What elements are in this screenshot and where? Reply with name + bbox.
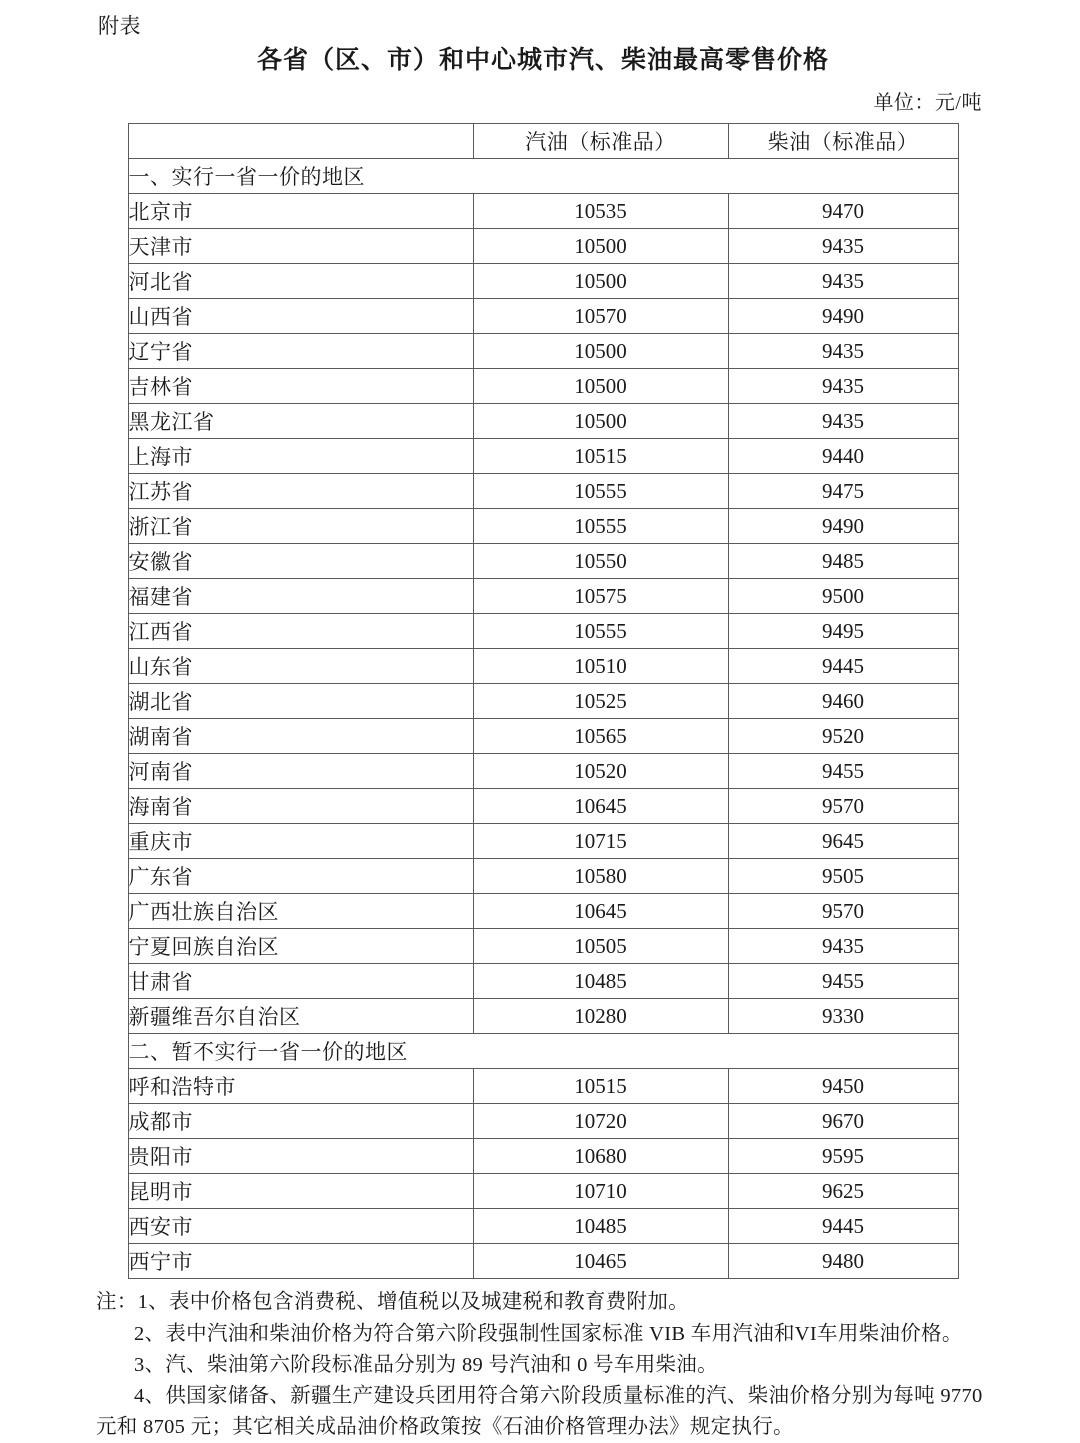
- table-row: [128, 229, 958, 264]
- notes-block: [96, 1287, 990, 1443]
- table-row: [128, 789, 958, 824]
- diesel-price-cell: 9445: [728, 1209, 958, 1244]
- gasoline-price-cell: 10575: [473, 579, 728, 614]
- diesel-price-cell: 9435: [728, 404, 958, 439]
- page-title: 各省（区、市）和中心城市汽、柴油最高零售价格: [256, 47, 829, 75]
- price-table: [128, 123, 959, 1279]
- table-row: [128, 299, 958, 334]
- region-name-cell: 新疆维吾尔自治区: [128, 999, 473, 1034]
- note-3: 3、汽、柴油第六阶段标准品分别为 89 号汽油和 0 号车用柴油。: [134, 1353, 718, 1376]
- region-name-cell: 重庆市: [128, 824, 473, 859]
- diesel-price-cell: 9670: [728, 1104, 958, 1139]
- table-section-heading: 二、暂不实行一省一价的地区: [128, 1034, 958, 1069]
- diesel-price-cell: 9450: [728, 1069, 958, 1104]
- table-row: [128, 719, 958, 754]
- diesel-price-cell: 9495: [728, 614, 958, 649]
- diesel-price-cell: 9485: [728, 544, 958, 579]
- gasoline-price-cell: 10280: [473, 999, 728, 1034]
- table-row: [128, 579, 958, 614]
- diesel-price-cell: 9500: [728, 579, 958, 614]
- table-row: [128, 1244, 958, 1279]
- region-name-cell: 天津市: [128, 229, 473, 264]
- table-row: [128, 999, 958, 1034]
- attachment-label: 附表: [98, 14, 141, 38]
- table-row: [128, 404, 958, 439]
- region-name-cell: 江苏省: [128, 474, 473, 509]
- region-name-cell: 广西壮族自治区: [128, 894, 473, 929]
- table-row: [128, 1104, 958, 1139]
- gasoline-price-cell: 10720: [473, 1104, 728, 1139]
- region-name-cell: 辽宁省: [128, 334, 473, 369]
- gasoline-price-cell: 10565: [473, 719, 728, 754]
- region-name-cell: 成都市: [128, 1104, 473, 1139]
- gasoline-price-cell: 10555: [473, 509, 728, 544]
- gasoline-price-cell: 10520: [473, 754, 728, 789]
- region-name-cell: 湖南省: [128, 719, 473, 754]
- region-name-cell: 湖北省: [128, 684, 473, 719]
- gasoline-price-cell: 10570: [473, 299, 728, 334]
- diesel-price-cell: 9455: [728, 754, 958, 789]
- table-row: [128, 824, 958, 859]
- gasoline-price-cell: 10465: [473, 1244, 728, 1279]
- gasoline-price-cell: 10645: [473, 894, 728, 929]
- table-section-heading: 一、实行一省一价的地区: [128, 159, 958, 194]
- gasoline-price-cell: 10500: [473, 369, 728, 404]
- region-name-cell: 浙江省: [128, 509, 473, 544]
- table-row: [128, 754, 958, 789]
- note-2: 2、表中汽油和柴油价格为符合第六阶段强制性国家标准 VIB 车用汽油和VI车用柴油价格。: [134, 1322, 963, 1345]
- region-name-cell: 贵阳市: [128, 1139, 473, 1174]
- diesel-price-cell: 9645: [728, 824, 958, 859]
- column-header-region: [128, 124, 473, 159]
- gasoline-price-cell: 10505: [473, 929, 728, 964]
- gasoline-price-cell: 10500: [473, 229, 728, 264]
- region-name-cell: 广东省: [128, 859, 473, 894]
- table-row: [128, 964, 958, 999]
- diesel-price-cell: 9435: [728, 929, 958, 964]
- region-name-cell: 昆明市: [128, 1174, 473, 1209]
- column-header-gasoline: 汽油（标准品）: [473, 124, 728, 159]
- region-name-cell: 黑龙江省: [128, 404, 473, 439]
- table-row: [128, 614, 958, 649]
- gasoline-price-cell: 10485: [473, 964, 728, 999]
- region-name-cell: 西安市: [128, 1209, 473, 1244]
- diesel-price-cell: 9520: [728, 719, 958, 754]
- note-1: 注：1、表中价格包含消费税、增值税以及城建税和教育费附加。: [96, 1291, 689, 1314]
- gasoline-price-cell: 10580: [473, 859, 728, 894]
- table-row: [128, 929, 958, 964]
- diesel-price-cell: 9570: [728, 789, 958, 824]
- diesel-price-cell: 9475: [728, 474, 958, 509]
- table-section-heading-row: [128, 159, 958, 194]
- diesel-price-cell: 9480: [728, 1244, 958, 1279]
- table-row: [128, 439, 958, 474]
- diesel-price-cell: 9435: [728, 369, 958, 404]
- diesel-price-cell: 9330: [728, 999, 958, 1034]
- table-row: [128, 369, 958, 404]
- diesel-price-cell: 9440: [728, 439, 958, 474]
- region-name-cell: 甘肃省: [128, 964, 473, 999]
- gasoline-price-cell: 10535: [473, 194, 728, 229]
- diesel-price-cell: 9625: [728, 1174, 958, 1209]
- gasoline-price-cell: 10550: [473, 544, 728, 579]
- table-row: [128, 509, 958, 544]
- gasoline-price-cell: 10555: [473, 614, 728, 649]
- table-row: [128, 194, 958, 229]
- region-name-cell: 河南省: [128, 754, 473, 789]
- table-row: [128, 1174, 958, 1209]
- region-name-cell: 福建省: [128, 579, 473, 614]
- diesel-price-cell: 9435: [728, 229, 958, 264]
- table-row: [128, 264, 958, 299]
- diesel-price-cell: 9435: [728, 334, 958, 369]
- table-row: [128, 1069, 958, 1104]
- table-body: [128, 159, 958, 1279]
- unit-label: 单位：元/吨: [873, 92, 982, 115]
- gasoline-price-cell: 10500: [473, 404, 728, 439]
- note-4: 4、供国家储备、新疆生产建设兵团用符合第六阶段质量标准的汽、柴油价格分别为每吨 9770 元和 8705 元；其它相关成品油价格政策按《石油价格管理办法》规定执行。: [96, 1384, 983, 1439]
- table-header-row: [128, 124, 958, 159]
- gasoline-price-cell: 10525: [473, 684, 728, 719]
- region-name-cell: 安徽省: [128, 544, 473, 579]
- table-section-heading-row: [128, 1034, 958, 1069]
- gasoline-price-cell: 10555: [473, 474, 728, 509]
- gasoline-price-cell: 10515: [473, 1069, 728, 1104]
- gasoline-price-cell: 10710: [473, 1174, 728, 1209]
- table-row: [128, 1139, 958, 1174]
- diesel-price-cell: 9505: [728, 859, 958, 894]
- region-name-cell: 河北省: [128, 264, 473, 299]
- gasoline-price-cell: 10500: [473, 334, 728, 369]
- gasoline-price-cell: 10510: [473, 649, 728, 684]
- region-name-cell: 上海市: [128, 439, 473, 474]
- table-row: [128, 1209, 958, 1244]
- diesel-price-cell: 9460: [728, 684, 958, 719]
- region-name-cell: 海南省: [128, 789, 473, 824]
- gasoline-price-cell: 10680: [473, 1139, 728, 1174]
- region-name-cell: 北京市: [128, 194, 473, 229]
- gasoline-price-cell: 10500: [473, 264, 728, 299]
- region-name-cell: 江西省: [128, 614, 473, 649]
- diesel-price-cell: 9435: [728, 264, 958, 299]
- gasoline-price-cell: 10645: [473, 789, 728, 824]
- region-name-cell: 西宁市: [128, 1244, 473, 1279]
- gasoline-price-cell: 10515: [473, 439, 728, 474]
- diesel-price-cell: 9490: [728, 299, 958, 334]
- table-row: [128, 684, 958, 719]
- table-row: [128, 474, 958, 509]
- diesel-price-cell: 9570: [728, 894, 958, 929]
- column-header-diesel: 柴油（标准品）: [728, 124, 958, 159]
- table-row: [128, 859, 958, 894]
- table-row: [128, 894, 958, 929]
- diesel-price-cell: 9445: [728, 649, 958, 684]
- gasoline-price-cell: 10485: [473, 1209, 728, 1244]
- region-name-cell: 呼和浩特市: [128, 1069, 473, 1104]
- region-name-cell: 山西省: [128, 299, 473, 334]
- diesel-price-cell: 9490: [728, 509, 958, 544]
- table-row: [128, 334, 958, 369]
- diesel-price-cell: 9455: [728, 964, 958, 999]
- region-name-cell: 山东省: [128, 649, 473, 684]
- diesel-price-cell: 9470: [728, 194, 958, 229]
- table-header: [128, 124, 958, 159]
- region-name-cell: 吉林省: [128, 369, 473, 404]
- table-row: [128, 544, 958, 579]
- diesel-price-cell: 9595: [728, 1139, 958, 1174]
- region-name-cell: 宁夏回族自治区: [128, 929, 473, 964]
- table-row: [128, 649, 958, 684]
- gasoline-price-cell: 10715: [473, 824, 728, 859]
